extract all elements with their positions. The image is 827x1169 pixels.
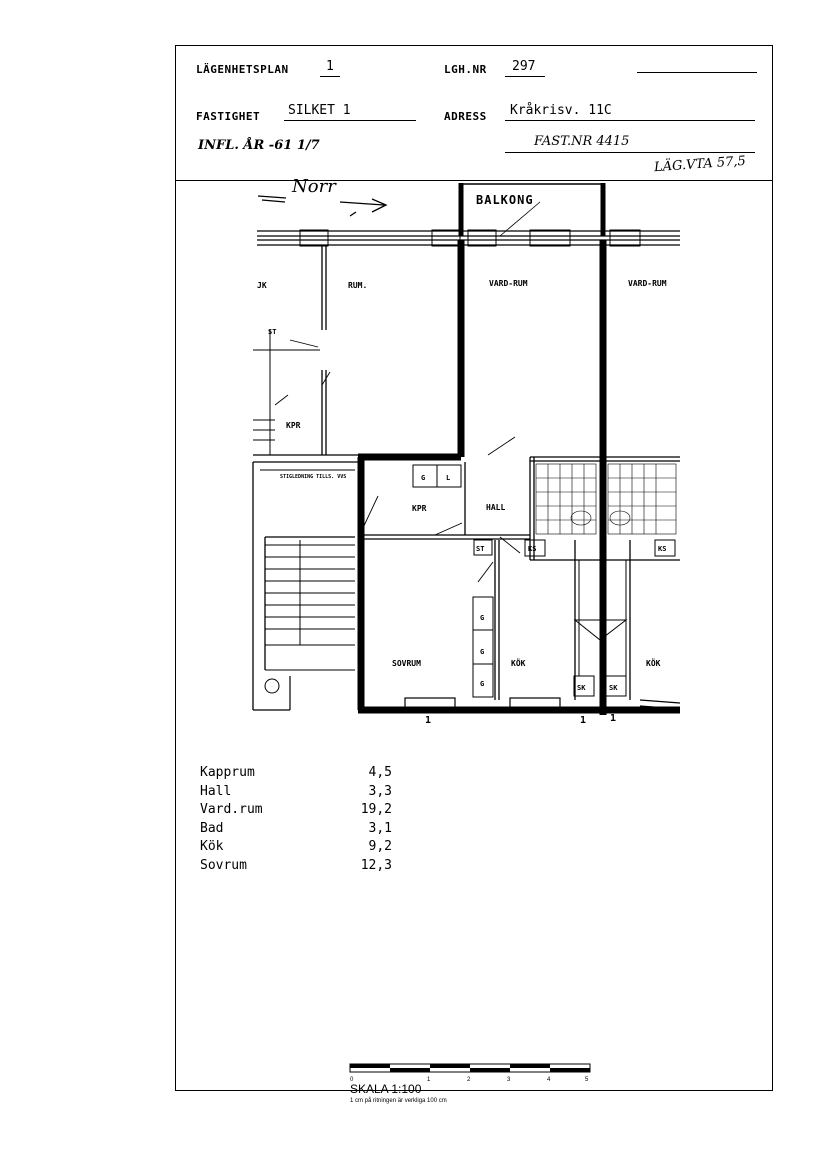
- area-name: Hall: [200, 783, 232, 799]
- room-label-kok-right: KÖK: [646, 659, 661, 668]
- area-value: 19,2: [360, 802, 392, 817]
- adress-label: ADRESS: [444, 110, 487, 123]
- area-name: Kapprum: [200, 765, 255, 780]
- area-value: 9,2: [368, 839, 392, 854]
- area-value: 3,3: [368, 783, 392, 799]
- lgh-value: 297: [512, 59, 536, 74]
- scale-tick: 5: [585, 1077, 589, 1083]
- fixture-g3: G: [480, 680, 485, 688]
- room-label-vard-rum-right: VARD-RUM: [628, 279, 667, 288]
- area-row: [200, 857, 392, 876]
- scale-tick: 2: [467, 1077, 471, 1083]
- exterior-wall-bottom: [253, 676, 680, 710]
- window-mark-3: 1: [610, 713, 617, 724]
- fixture-sk-right: SK: [609, 684, 618, 692]
- fixture-sk: SK: [577, 684, 586, 692]
- fast-nr-text: FAST.NR 4415: [534, 134, 630, 149]
- area-value: 3,1: [368, 820, 392, 836]
- window-mark-1: 1: [425, 715, 432, 726]
- fixture-ks: KS: [528, 545, 537, 553]
- balcony: [461, 183, 603, 236]
- room-label-sovrum: SOVRUM: [392, 659, 421, 668]
- area-row: [200, 783, 392, 802]
- plan-label: LÄGENHETSPLAN: [196, 63, 289, 76]
- area-name: Vard.rum: [200, 802, 263, 817]
- adress-value: Kråkrisv. 11C: [510, 103, 612, 118]
- fixture-ks-right: KS: [658, 545, 667, 553]
- fastighet-value: SILKET 1: [288, 103, 351, 118]
- lgh-label: LGH.NR: [444, 63, 487, 76]
- room-label-jk: JK: [257, 281, 267, 290]
- area-table: [200, 764, 392, 875]
- room-label-kpr: KPR: [412, 504, 427, 513]
- stairs: [253, 330, 355, 693]
- area-value: 12,3: [360, 857, 392, 873]
- fixture-st-left: ST: [268, 328, 277, 336]
- area-row: [200, 820, 392, 839]
- fixture-g2: G: [480, 648, 485, 656]
- area-row: [200, 764, 392, 783]
- room-label-kpr-small: KPR: [286, 421, 301, 430]
- scale-tick: 3: [507, 1077, 511, 1083]
- scale-tick: 0: [350, 1077, 354, 1083]
- fixture-l: L: [446, 474, 451, 482]
- scale-title: SKALA 1:100: [350, 1082, 422, 1096]
- area-value: 4,5: [368, 765, 392, 780]
- exterior-wall-top: [257, 230, 680, 246]
- area-name: Kök: [200, 839, 224, 854]
- north-arrow-icon: [258, 196, 386, 216]
- stairs-note: STIGLEDNING TILLS. VVS: [280, 474, 347, 480]
- plan-value: 1: [326, 59, 334, 74]
- area-row: [200, 838, 392, 857]
- room-label-rum: RUM.: [348, 281, 368, 290]
- area-row: [200, 801, 392, 820]
- fastighet-label: FASTIGHET: [196, 110, 261, 123]
- room-label-kok: KÖK: [511, 659, 526, 668]
- balkong-label: BALKONG: [476, 193, 534, 207]
- room-label-vard-rum: VARD-RUM: [489, 279, 528, 288]
- infl-text: INFL. ÅR -61 1/7: [198, 138, 320, 153]
- fixture-g: G: [421, 474, 426, 482]
- scale-tick: 1: [427, 1077, 431, 1083]
- area-name: Sovrum: [200, 857, 247, 873]
- fixture-st: ST: [476, 545, 485, 553]
- north-label: Norr: [292, 176, 336, 197]
- scale-subtitle: 1 cm på ritningen är verkliga 100 cm: [350, 1098, 447, 1104]
- area-name: Bad: [200, 820, 224, 836]
- fixture-g1: G: [480, 614, 485, 622]
- kitchen-fixtures: [413, 465, 675, 697]
- scale-bar: [349, 1062, 594, 1084]
- window-mark-2: 1: [580, 715, 587, 726]
- room-label-hall: HALL: [486, 503, 506, 512]
- scale-tick: 4: [547, 1077, 551, 1083]
- lag-vta-text: LÄG.VTA 57,5: [653, 153, 747, 176]
